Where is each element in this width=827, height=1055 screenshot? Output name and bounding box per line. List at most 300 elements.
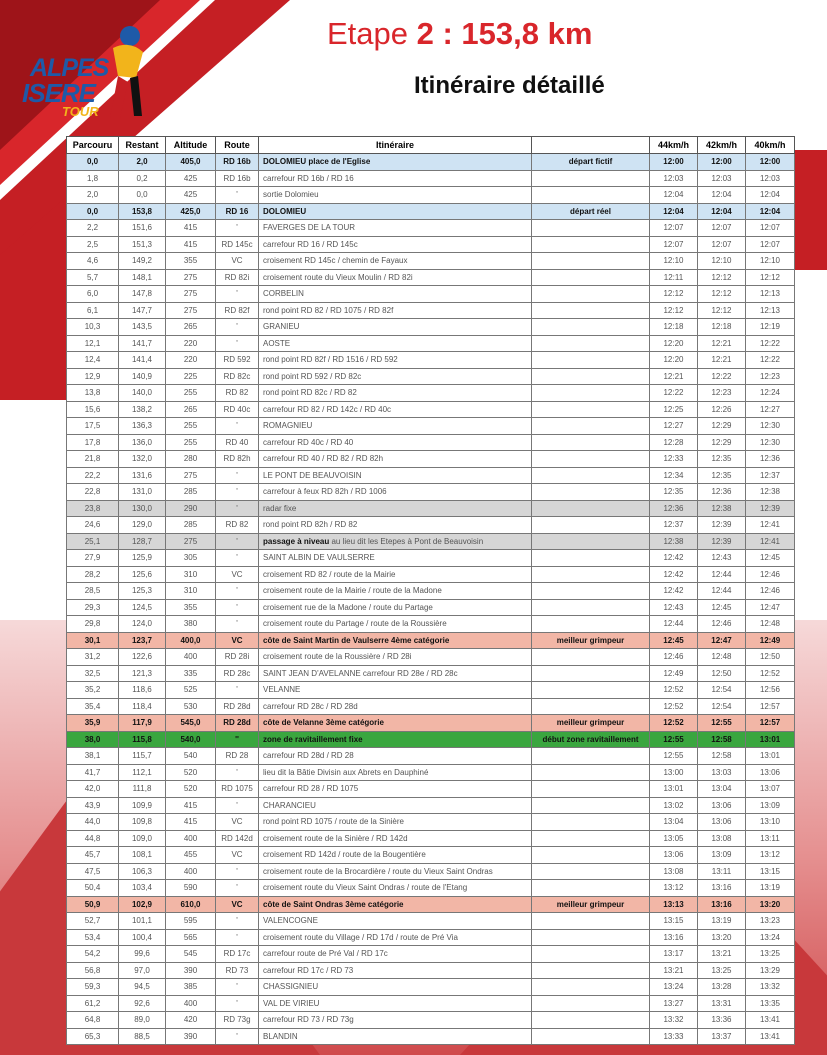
cell-altitude: 385 — [166, 979, 216, 996]
cell-note — [532, 649, 650, 666]
cell-altitude: 275 — [166, 286, 216, 303]
cell-itineraire: GRANIEU — [259, 319, 532, 336]
cell-40kmh: 12:37 — [746, 467, 795, 484]
table-row — [67, 748, 795, 765]
cell-altitude: 455 — [166, 847, 216, 864]
col-header: Altitude — [166, 137, 216, 154]
cell-44kmh: 12:18 — [650, 319, 698, 336]
cell-parcouru: 17,8 — [67, 434, 119, 451]
cell-route: RD 40 — [216, 434, 259, 451]
cell-parcouru: 29,3 — [67, 599, 119, 616]
cell-itineraire: VAL DE VIRIEU — [259, 995, 532, 1012]
cell-altitude: 280 — [166, 451, 216, 468]
cell-parcouru: 56,8 — [67, 962, 119, 979]
cell-route: ' — [216, 913, 259, 930]
table-row — [67, 682, 795, 699]
cell-40kmh: 12:24 — [746, 385, 795, 402]
cell-restant: 92,6 — [119, 995, 166, 1012]
cell-route: ' — [216, 319, 259, 336]
cell-42kmh: 12:48 — [698, 649, 746, 666]
cell-altitude: 285 — [166, 517, 216, 534]
cell-route: ' — [216, 929, 259, 946]
cell-40kmh: 12:04 — [746, 187, 795, 204]
cell-restant: 141,4 — [119, 352, 166, 369]
cell-route: RD 28i — [216, 649, 259, 666]
cell-route: ' — [216, 616, 259, 633]
cell-42kmh: 13:06 — [698, 814, 746, 831]
cell-parcouru: 17,5 — [67, 418, 119, 435]
cell-44kmh: 12:42 — [650, 566, 698, 583]
cell-route: RD 145c — [216, 236, 259, 253]
table-row — [67, 154, 795, 171]
cell-note: départ réel — [532, 203, 650, 220]
cell-42kmh: 13:28 — [698, 979, 746, 996]
cell-44kmh: 12:27 — [650, 418, 698, 435]
cell-route: RD 16 — [216, 203, 259, 220]
cell-altitude: 520 — [166, 781, 216, 798]
cell-44kmh: 12:38 — [650, 533, 698, 550]
cell-itineraire: carrefour RD 16 / RD 145c — [259, 236, 532, 253]
cell-42kmh: 12:43 — [698, 550, 746, 567]
cell-42kmh: 12:54 — [698, 698, 746, 715]
cell-44kmh: 12:25 — [650, 401, 698, 418]
cell-parcouru: 21,8 — [67, 451, 119, 468]
cell-parcouru: 54,2 — [67, 946, 119, 963]
cell-40kmh: 12:47 — [746, 599, 795, 616]
cell-42kmh: 12:55 — [698, 715, 746, 732]
cell-restant: 94,5 — [119, 979, 166, 996]
cell-altitude: 255 — [166, 385, 216, 402]
cell-route: RD 28d — [216, 715, 259, 732]
table-row — [67, 434, 795, 451]
table-row — [67, 616, 795, 633]
cell-parcouru: 6,1 — [67, 302, 119, 319]
cell-altitude: 225 — [166, 368, 216, 385]
cell-altitude: 425 — [166, 187, 216, 204]
cell-restant: 132,0 — [119, 451, 166, 468]
cell-42kmh: 12:35 — [698, 467, 746, 484]
cell-note: meilleur grimpeur — [532, 896, 650, 913]
cell-note — [532, 979, 650, 996]
cell-42kmh: 12:03 — [698, 170, 746, 187]
table-row — [67, 533, 795, 550]
cell-itineraire: croisement route du Village / RD 17d / route de Pré Via — [259, 929, 532, 946]
cell-itineraire: AOSTE — [259, 335, 532, 352]
cell-44kmh: 13:02 — [650, 797, 698, 814]
cell-itineraire: CHARANCIEU — [259, 797, 532, 814]
cell-44kmh: 12:34 — [650, 467, 698, 484]
cell-42kmh: 12:50 — [698, 665, 746, 682]
cell-restant: 122,6 — [119, 649, 166, 666]
cell-note — [532, 286, 650, 303]
cell-note — [532, 599, 650, 616]
cell-itineraire: croisement rue de la Madone / route du Partage — [259, 599, 532, 616]
cell-altitude: 540 — [166, 748, 216, 765]
cell-42kmh: 13:11 — [698, 863, 746, 880]
table-row — [67, 830, 795, 847]
cell-restant: 151,6 — [119, 220, 166, 237]
cell-altitude: 565 — [166, 929, 216, 946]
cell-altitude: 415 — [166, 797, 216, 814]
cell-40kmh: 12:30 — [746, 418, 795, 435]
cell-route: ' — [216, 187, 259, 204]
cell-altitude: 400 — [166, 649, 216, 666]
cell-44kmh: 13:33 — [650, 1028, 698, 1045]
cell-restant: 111,8 — [119, 781, 166, 798]
cell-44kmh: 12:43 — [650, 599, 698, 616]
cell-altitude: 275 — [166, 467, 216, 484]
cell-note — [532, 781, 650, 798]
cell-restant: 99,6 — [119, 946, 166, 963]
cell-altitude: 400 — [166, 995, 216, 1012]
cell-parcouru: 10,3 — [67, 319, 119, 336]
cell-40kmh: 12:27 — [746, 401, 795, 418]
cell-44kmh: 13:08 — [650, 863, 698, 880]
cell-parcouru: 28,2 — [67, 566, 119, 583]
cell-restant: 136,3 — [119, 418, 166, 435]
cell-itineraire: croisement route du Partage / route de la Roussière — [259, 616, 532, 633]
cell-parcouru: 0,0 — [67, 154, 119, 171]
cell-restant: 103,4 — [119, 880, 166, 897]
table-row — [67, 863, 795, 880]
cell-altitude: 540,0 — [166, 731, 216, 748]
cell-parcouru: 38,0 — [67, 731, 119, 748]
cell-40kmh: 12:22 — [746, 352, 795, 369]
col-header: 40km/h — [746, 137, 795, 154]
cell-parcouru: 42,0 — [67, 781, 119, 798]
cell-restant: 102,9 — [119, 896, 166, 913]
cell-note — [532, 764, 650, 781]
cell-parcouru: 29,8 — [67, 616, 119, 633]
table-row — [67, 599, 795, 616]
cell-note — [532, 847, 650, 864]
cell-parcouru: 27,9 — [67, 550, 119, 567]
cell-itineraire: ROMAGNIEU — [259, 418, 532, 435]
cell-restant: 89,0 — [119, 1012, 166, 1029]
cell-itineraire: carrefour RD 17c / RD 73 — [259, 962, 532, 979]
cell-parcouru: 23,8 — [67, 500, 119, 517]
cell-42kmh: 12:04 — [698, 203, 746, 220]
cell-parcouru: 22,2 — [67, 467, 119, 484]
cell-parcouru: 22,8 — [67, 484, 119, 501]
table-row — [67, 764, 795, 781]
cell-42kmh: 13:16 — [698, 896, 746, 913]
cell-40kmh: 12:49 — [746, 632, 795, 649]
cell-parcouru: 5,7 — [67, 269, 119, 286]
cell-itineraire: rond point RD 1075 / route de la Sinière — [259, 814, 532, 831]
cell-restant: 106,3 — [119, 863, 166, 880]
cell-itineraire: côte de Velanne 3ème catégorie — [259, 715, 532, 732]
cell-restant: 109,9 — [119, 797, 166, 814]
cell-44kmh: 12:04 — [650, 203, 698, 220]
cell-itineraire — [259, 533, 532, 550]
cell-40kmh: 13:25 — [746, 946, 795, 963]
cell-note — [532, 797, 650, 814]
cell-itineraire: CHASSIGNIEU — [259, 979, 532, 996]
cell-note — [532, 946, 650, 963]
cell-itineraire: croisement route de la Roussière / RD 28i — [259, 649, 532, 666]
cell-note — [532, 467, 650, 484]
cell-40kmh: 13:35 — [746, 995, 795, 1012]
table-row — [67, 1012, 795, 1029]
cell-route: RD 16b — [216, 170, 259, 187]
cell-restant: 125,9 — [119, 550, 166, 567]
cell-note — [532, 665, 650, 682]
cell-altitude: 390 — [166, 1028, 216, 1045]
cell-42kmh: 12:00 — [698, 154, 746, 171]
cell-altitude: 355 — [166, 253, 216, 270]
cell-route: ' — [216, 880, 259, 897]
cell-42kmh: 12:21 — [698, 335, 746, 352]
cell-40kmh: 13:10 — [746, 814, 795, 831]
cell-itineraire: croisement route du Vieux Saint Ondras / route de l'Etang — [259, 880, 532, 897]
col-header — [532, 137, 650, 154]
cell-40kmh: 13:07 — [746, 781, 795, 798]
cell-40kmh: 12:13 — [746, 286, 795, 303]
cell-itineraire: sortie Dolomieu — [259, 187, 532, 204]
table-row — [67, 929, 795, 946]
cell-44kmh: 12:52 — [650, 682, 698, 699]
cell-note: meilleur grimpeur — [532, 715, 650, 732]
itinerary-table — [66, 136, 795, 1045]
cell-restant: 148,1 — [119, 269, 166, 286]
cell-parcouru: 52,7 — [67, 913, 119, 930]
title-distance: 2 : 153,8 km — [416, 16, 593, 51]
cell-40kmh: 13:01 — [746, 748, 795, 765]
cell-42kmh: 13:21 — [698, 946, 746, 963]
cell-note — [532, 335, 650, 352]
cell-42kmh: 12:21 — [698, 352, 746, 369]
cell-44kmh: 12:11 — [650, 269, 698, 286]
cell-parcouru: 0,0 — [67, 203, 119, 220]
cell-42kmh: 12:44 — [698, 566, 746, 583]
cell-42kmh: 12:46 — [698, 616, 746, 633]
cell-parcouru: 6,0 — [67, 286, 119, 303]
cell-itineraire: croisement RD 142d / route de la Bougentière — [259, 847, 532, 864]
cell-44kmh: 13:15 — [650, 913, 698, 930]
table-row — [67, 995, 795, 1012]
cell-42kmh: 12:07 — [698, 236, 746, 253]
cell-42kmh: 12:44 — [698, 583, 746, 600]
cell-40kmh: 13:32 — [746, 979, 795, 996]
cell-route: VC — [216, 847, 259, 864]
cell-itineraire: carrefour RD 40 / RD 82 / RD 82h — [259, 451, 532, 468]
cell-44kmh: 12:07 — [650, 220, 698, 237]
cell-parcouru: 61,2 — [67, 995, 119, 1012]
cell-note — [532, 401, 650, 418]
cell-parcouru: 47,5 — [67, 863, 119, 880]
cell-44kmh: 12:00 — [650, 154, 698, 171]
cell-route: ' — [216, 550, 259, 567]
cell-route: ' — [216, 220, 259, 237]
table-row — [67, 269, 795, 286]
cell-note: meilleur grimpeur — [532, 632, 650, 649]
cell-itineraire: carrefour RD 16b / RD 16 — [259, 170, 532, 187]
cell-itineraire: carrefour RD 73 / RD 73g — [259, 1012, 532, 1029]
table-row — [67, 583, 795, 600]
cell-40kmh: 12:57 — [746, 698, 795, 715]
cell-44kmh: 12:46 — [650, 649, 698, 666]
cell-restant: 143,5 — [119, 319, 166, 336]
cell-altitude: 520 — [166, 764, 216, 781]
cell-restant: 118,6 — [119, 682, 166, 699]
table-row — [67, 484, 795, 501]
cell-route: RD 73 — [216, 962, 259, 979]
logo-line2: ISERE — [22, 78, 96, 108]
cell-parcouru: 12,1 — [67, 335, 119, 352]
table-row — [67, 781, 795, 798]
cell-parcouru: 12,4 — [67, 352, 119, 369]
cell-parcouru: 1,8 — [67, 170, 119, 187]
cell-route: ' — [216, 764, 259, 781]
cell-parcouru: 43,9 — [67, 797, 119, 814]
table-row — [67, 335, 795, 352]
cell-40kmh: 13:15 — [746, 863, 795, 880]
table-row — [67, 319, 795, 336]
cell-altitude: 415 — [166, 236, 216, 253]
table-row — [67, 187, 795, 204]
cell-restant: 131,6 — [119, 467, 166, 484]
cell-route: VC — [216, 566, 259, 583]
cell-restant: 115,7 — [119, 748, 166, 765]
cell-altitude: 220 — [166, 352, 216, 369]
table-row — [67, 665, 795, 682]
cell-note — [532, 484, 650, 501]
cell-restant: 149,2 — [119, 253, 166, 270]
cell-route: RD 40c — [216, 401, 259, 418]
cell-altitude: 595 — [166, 913, 216, 930]
cell-40kmh: 12:52 — [746, 665, 795, 682]
cell-note — [532, 533, 650, 550]
cell-restant: 129,0 — [119, 517, 166, 534]
cell-40kmh: 12:46 — [746, 583, 795, 600]
cell-restant: 115,8 — [119, 731, 166, 748]
cell-itineraire: rond point RD 592 / RD 82c — [259, 368, 532, 385]
cell-altitude: 355 — [166, 599, 216, 616]
cell-altitude: 275 — [166, 533, 216, 550]
cell-restant: 128,7 — [119, 533, 166, 550]
cell-note: départ fictif — [532, 154, 650, 171]
cell-40kmh: 13:09 — [746, 797, 795, 814]
cell-restant: 123,7 — [119, 632, 166, 649]
cell-note — [532, 434, 650, 451]
cell-note — [532, 880, 650, 897]
cell-itineraire: rond point RD 82h / RD 82 — [259, 517, 532, 534]
page-title — [327, 16, 592, 52]
cell-42kmh: 13:04 — [698, 781, 746, 798]
cell-parcouru: 53,4 — [67, 929, 119, 946]
cell-restant: 88,5 — [119, 1028, 166, 1045]
cell-40kmh: 12:36 — [746, 451, 795, 468]
cell-altitude: 380 — [166, 616, 216, 633]
cell-44kmh: 12:52 — [650, 698, 698, 715]
cell-restant: 153,8 — [119, 203, 166, 220]
cell-40kmh: 12:30 — [746, 434, 795, 451]
cell-restant: 131,0 — [119, 484, 166, 501]
cell-route: ' — [216, 286, 259, 303]
cell-route: VC — [216, 253, 259, 270]
cell-itineraire: radar fixe — [259, 500, 532, 517]
cell-itineraire: côte de Saint Ondras 3ème catégorie — [259, 896, 532, 913]
cell-restant: 124,5 — [119, 599, 166, 616]
right-red-band — [793, 150, 827, 270]
cell-42kmh: 12:10 — [698, 253, 746, 270]
cell-40kmh: 13:01 — [746, 731, 795, 748]
cell-restant: 97,0 — [119, 962, 166, 979]
cell-parcouru: 35,4 — [67, 698, 119, 715]
cell-restant: 130,0 — [119, 500, 166, 517]
cell-40kmh: 12:56 — [746, 682, 795, 699]
cell-restant: 0,2 — [119, 170, 166, 187]
cell-route: ' — [216, 863, 259, 880]
cell-route: ' — [216, 797, 259, 814]
cell-altitude: 265 — [166, 401, 216, 418]
cell-altitude: 305 — [166, 550, 216, 567]
cell-route: RD 82c — [216, 368, 259, 385]
cell-44kmh: 13:13 — [650, 896, 698, 913]
cell-altitude: 415 — [166, 814, 216, 831]
cell-restant: 100,4 — [119, 929, 166, 946]
cell-route: RD 82 — [216, 385, 259, 402]
table-row — [67, 698, 795, 715]
cell-altitude: 405,0 — [166, 154, 216, 171]
cell-note — [532, 418, 650, 435]
cell-40kmh: 12:39 — [746, 500, 795, 517]
cell-parcouru: 38,1 — [67, 748, 119, 765]
cell-itineraire: carrefour RD 28 / RD 1075 — [259, 781, 532, 798]
cell-altitude: 265 — [166, 319, 216, 336]
table-row — [67, 451, 795, 468]
table-row — [67, 715, 795, 732]
cell-parcouru: 50,4 — [67, 880, 119, 897]
cell-40kmh: 12:07 — [746, 236, 795, 253]
cell-parcouru: 25,1 — [67, 533, 119, 550]
cell-40kmh: 12:03 — [746, 170, 795, 187]
table-row — [67, 632, 795, 649]
cell-route: ' — [216, 1028, 259, 1045]
cell-44kmh: 12:20 — [650, 335, 698, 352]
cell-parcouru: 31,2 — [67, 649, 119, 666]
cell-itineraire: LE PONT DE BEAUVOISIN — [259, 467, 532, 484]
cell-itineraire: croisement RD 145c / chemin de Fayaux — [259, 253, 532, 270]
itinerary-detail: au lieu dit les Etepes à Pont de Beauvoisin — [331, 536, 484, 546]
cell-route: ' — [216, 995, 259, 1012]
cell-altitude: 290 — [166, 500, 216, 517]
cell-42kmh: 13:16 — [698, 880, 746, 897]
cell-altitude: 255 — [166, 434, 216, 451]
cell-note — [532, 170, 650, 187]
page-subtitle: Itinéraire détaillé — [414, 72, 605, 99]
cell-note — [532, 830, 650, 847]
cell-42kmh: 12:47 — [698, 632, 746, 649]
cell-44kmh: 12:07 — [650, 236, 698, 253]
cell-note — [532, 682, 650, 699]
cell-note — [532, 616, 650, 633]
cell-itineraire: SAINT JEAN D'AVELANNE carrefour RD 28e / RD 28c — [259, 665, 532, 682]
cell-42kmh: 12:58 — [698, 731, 746, 748]
table-header-row — [67, 137, 795, 154]
cell-itineraire: zone de ravitaillement fixe — [259, 731, 532, 748]
cell-route: RD 82h — [216, 451, 259, 468]
cell-40kmh: 12:10 — [746, 253, 795, 270]
cell-itineraire: carrefour à feux RD 82h / RD 1006 — [259, 484, 532, 501]
cell-note — [532, 269, 650, 286]
cell-restant: 151,3 — [119, 236, 166, 253]
table-row — [67, 814, 795, 831]
cell-40kmh: 13:41 — [746, 1012, 795, 1029]
cell-44kmh: 12:04 — [650, 187, 698, 204]
table-row — [67, 220, 795, 237]
